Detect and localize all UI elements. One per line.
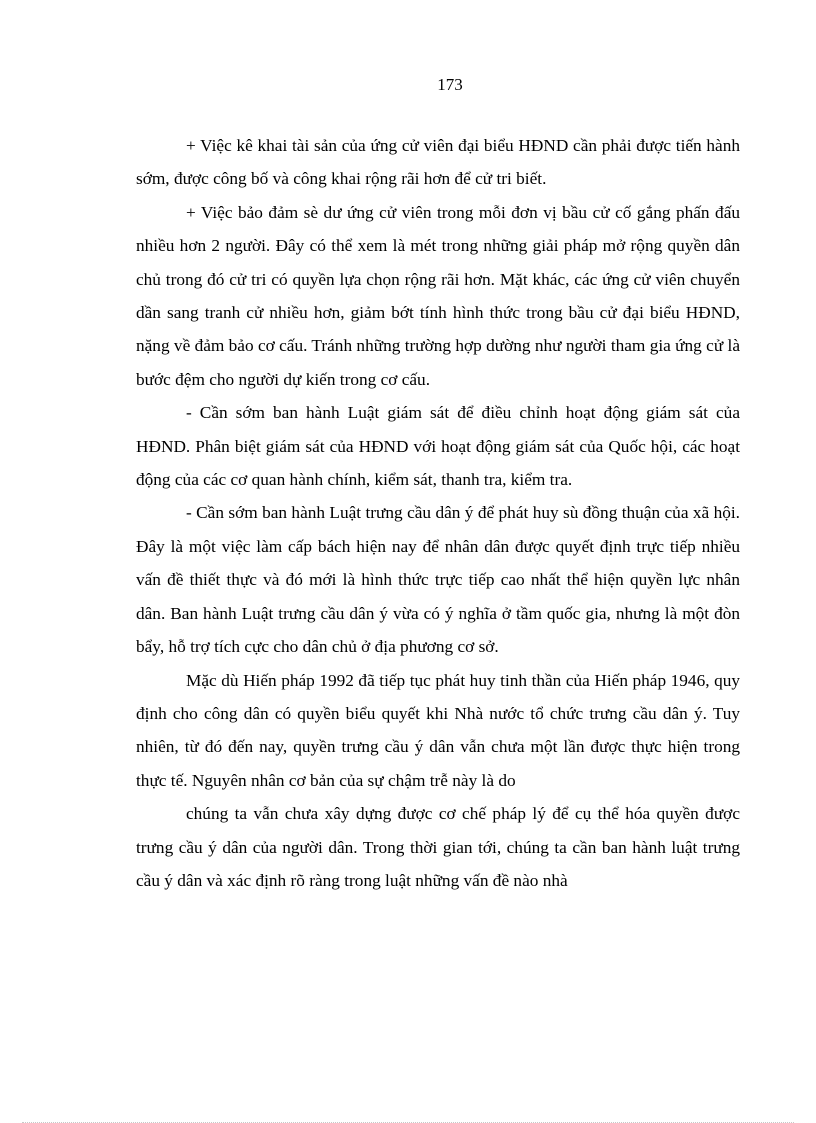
paragraph-constitution-1992: Mặc dù Hiến pháp 1992 đã tiếp tục phát huy tinh thần của Hiến pháp 1946, quy định cho công dân có quyền biểu quyết khi Nhà nước tổ chức trưng cầu dân ý. Tuy nhiên, từ đó đến nay, quyền trưng cầu ý dân vẫn chưa một lần được thực hiện trong thực tế. Nguyên nhân cơ bản của sự chậm trễ này là do bbox=[136, 670, 740, 790]
paragraph-candidate-surplus: + Việc bảo đảm sè dư ứng cử viên trong mỗi đơn vị bầu cử cố gắng phấn đấu nhiều hơn 2 người. Đây có thể xem là mét trong những giải pháp mở rộng quyền dân chủ trong đó cử tri có quyền lựa chọn rộng rãi hơn. Mặt khác, các ứng cử viên chuyển dần sang tranh cử nhiều hơn, giảm bớt tính hình thức trong bầu cử đại biểu HĐND, nặng về đảm bảo cơ cấu. Tránh những trường hợp dường như người tham gia ứng cử là bước đệm cho người dự kiến trong cơ cấu. bbox=[136, 202, 740, 389]
paragraph-supervision-law: - Cần sớm ban hành Luật giám sát để điều chỉnh hoạt động giám sát của HĐND. Phân biệt giám sát của HĐND với hoạt động giám sát của Quốc hội, các hoạt động của các cơ quan hành chính, kiểm sát, thanh tra, kiểm tra. bbox=[136, 403, 740, 490]
page-number: 173 bbox=[437, 75, 463, 94]
paragraph-referendum-law: - Cần sớm ban hành Luật trưng cầu dân ý để phát huy sù đồng thuận của xã hội. Đây là một việc làm cấp bách hiện nay để nhân dân được quyết định trực tiếp nhiều vấn đề thiết thực và đó mới là hình thức trực tiếp cao nhất thể hiện quyền lực nhân dân. Ban hành Luật trưng cầu dân ý vừa có ý nghĩa ở tầm quốc gia, nhưng là một đòn bẩy, hỗ trợ tích cực cho dân chủ ở địa phương cơ sở. bbox=[136, 503, 740, 657]
paragraph-legal-mechanism: chúng ta vẫn chưa xây dựng được cơ chế pháp lý để cụ thể hóa quyền được trưng cầu ý dân của người dân. Trong thời gian tới, chúng ta cần ban hành luật trưng cầu ý dân và xác định rõ ràng trong luật những vấn đề nào nhà bbox=[136, 804, 740, 890]
document-body bbox=[136, 129, 740, 897]
paragraph-asset-declaration: + Việc kê khai tài sản của ứng cử viên đại biểu HĐND cần phải được tiến hành sớm, được công bố và công khai rộng rãi hơn để cử tri biết. bbox=[136, 136, 740, 189]
